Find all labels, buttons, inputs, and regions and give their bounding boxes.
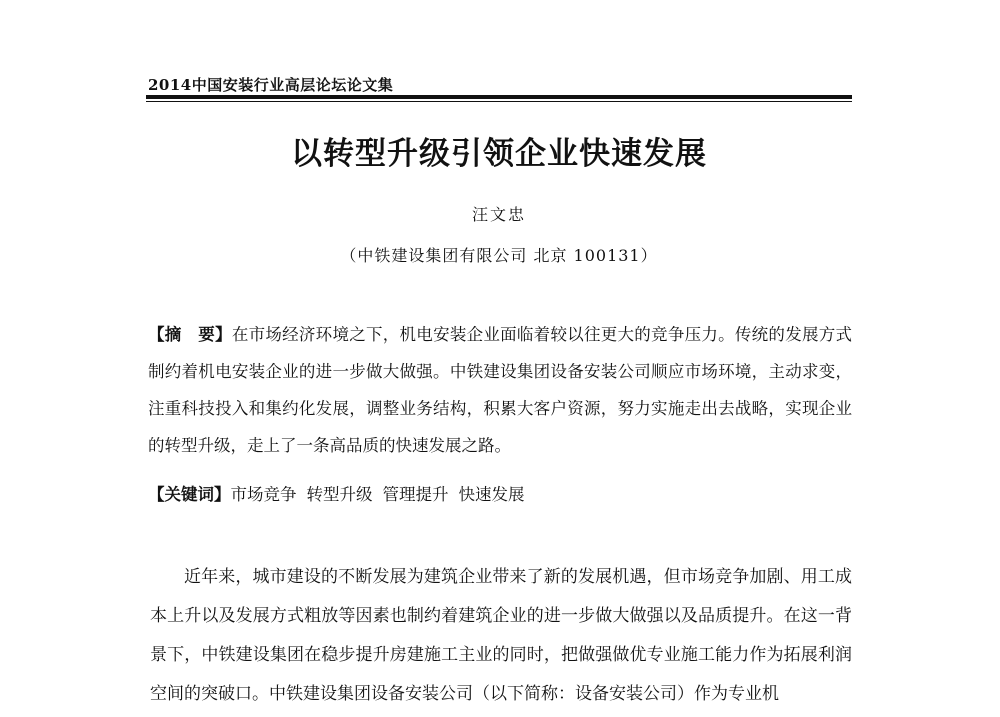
header-rule-thin xyxy=(146,101,852,102)
paper-title: 以转型升级引领企业快速发展 xyxy=(291,136,707,172)
keyword-item: 转型升级 xyxy=(306,485,373,504)
abstract-label: 【摘 要】 xyxy=(148,325,232,344)
keywords-label: 【关键词】 xyxy=(148,485,231,504)
keyword-item: 快速发展 xyxy=(458,485,525,504)
keyword-item: 市场竞争 xyxy=(230,485,297,504)
author-name: 汪文忠 xyxy=(471,205,526,224)
running-head: 2014中国安装行业高层论坛论文集 xyxy=(148,76,394,94)
abstract-text: 在市场经济环境之下，机电安装企业面临着较以往更大的竞争压力。传统的发展方式制约着机电安装企业的进一步做大做强。中铁建设集团设备安装公司顺应市场环境，主动求变，注重科技投入和集约化发展，调整业务结构，积累大客户资源，努力实施走出去战略，实现企业的转型升级，走上了一条高品质的快速发展之路。 xyxy=(148,325,853,455)
body-paragraph: 近年来，城市建设的不断发展为建筑企业带来了新的发展机遇，但市场竞争加剧、用工成本上升以及发展方式粗放等因素也制约着建筑企业的进一步做大做强以及品质提升。在这一背景下，中铁建设集团在稳步提升房建施工主业的同时，把做强做优专业施工能力作为拓展利润空间的突破口。中铁建设集团设备安装公司（以下简称：设备安装公司）作为专业机 xyxy=(150,567,852,704)
author-affiliation: （中铁建设集团有限公司 北京 100131） xyxy=(340,246,658,265)
keywords xyxy=(148,482,852,508)
keyword-item: 管理提升 xyxy=(382,485,449,504)
abstract xyxy=(148,316,852,464)
header-rule-thick xyxy=(146,95,852,99)
